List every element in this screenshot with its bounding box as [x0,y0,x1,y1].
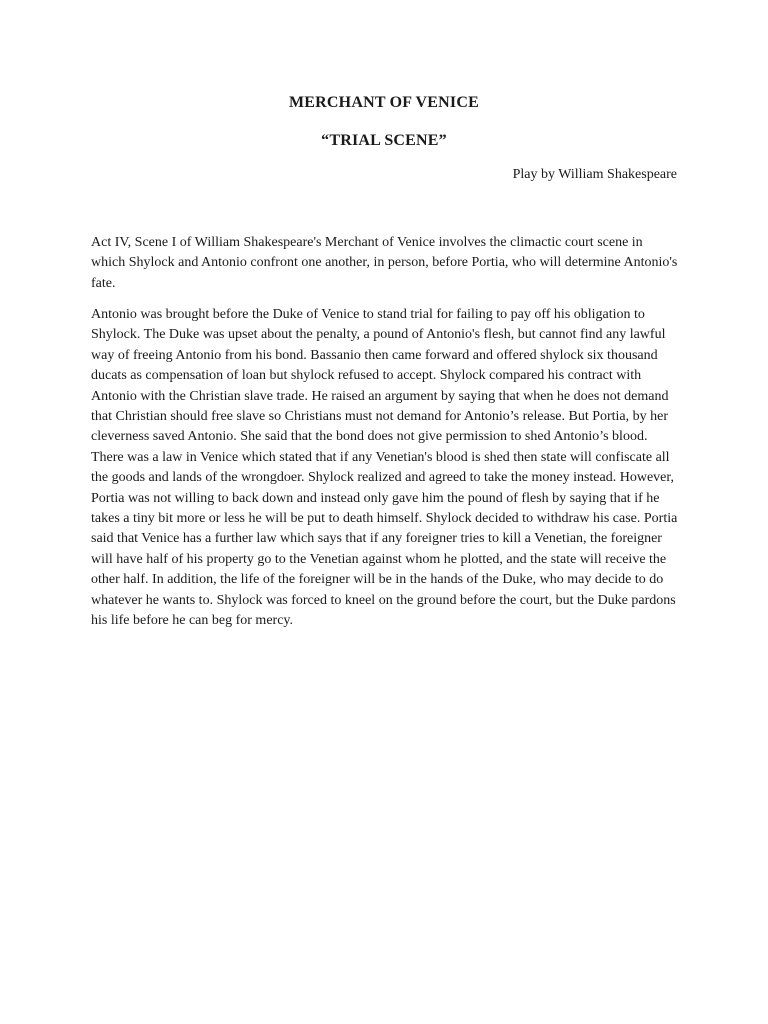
document-title: MERCHANT OF VENICE [289,94,479,111]
author-line: Play by William Shakespeare [512,167,677,182]
paragraph-summary: Antonio was brought before the Duke of Venice to stand trial for failing to pay off his obligation to Shylock. The Duke was upset about the penalty, a pound of Antonio's flesh, but cannot find any lawful way of freeing Antonio from his bond. Bassanio then came forward and offered shylock six thousand ducats as compensation of loan but shylock refused to accept. Shylock compared his contract with Antonio with the Christian slave trade. He raised an argument by saying that when he does not demand that Christian should free slave so Christians must not demand for Antonio’s release. But Portia, by her cleverness saved Antonio. She said that the bond does not give permission to shed Antonio’s blood. There was a law in Venice which stated that if any Venetian's blood is shed then state will confiscate all the goods and lands of the wrongdoer. Shylock realized and agreed to take the money instead. However, Portia was not willing to back down and instead only gave him the pound of flesh by saying that if he takes a tiny bit more or less he will be put to death himself. Shylock decided to withdraw his case. Portia said that Venice has a further law which says that if any foreigner tries to kill a Venetian, the foreigner will have half of his property go to the Venetian against whom he plotted, and the state will receive the other half. In addition, the life of the foreigner will be in the hands of the Duke, who may decide to do whatever he wants to. Shylock was forced to kneel on the ground before the court, but the Duke pardons his life before he can beg for mercy. [91,307,678,629]
paragraph-intro: Act IV, Scene I of William Shakespeare's Merchant of Venice involves the climactic court scene in which Shylock and Antonio confront one another, in person, before Portia, who will determine Antonio's fate. [91,235,678,291]
document-subtitle: “TRIAL SCENE” [321,132,447,149]
